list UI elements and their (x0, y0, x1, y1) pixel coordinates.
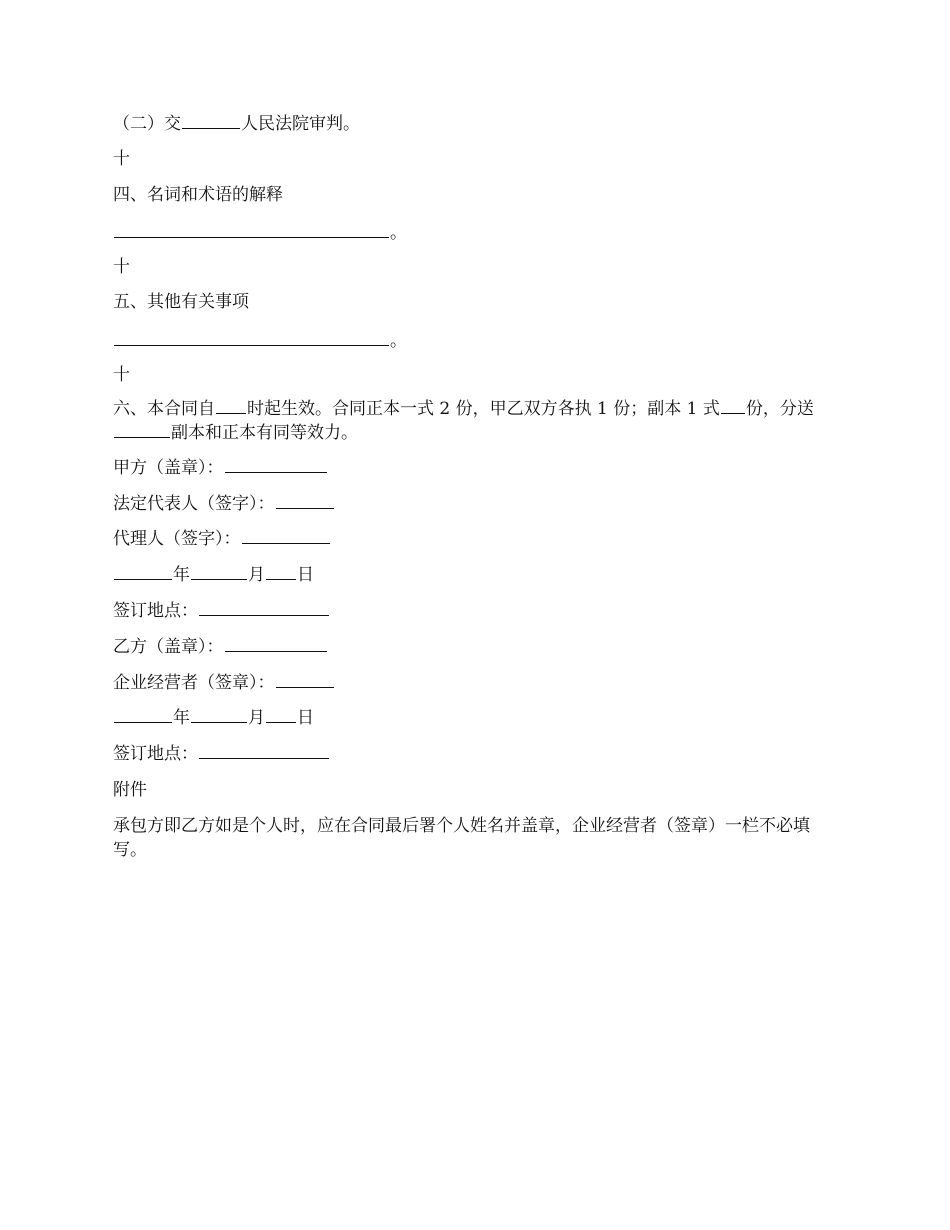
party-a-date-row (113, 564, 843, 586)
party-a-day-blank[interactable] (266, 564, 296, 580)
operator-label: 企业经营者（签章）： (113, 673, 275, 693)
party-a-year-blank[interactable] (114, 564, 172, 580)
item2-prefix: （二）交 (113, 114, 181, 134)
operator-row (113, 672, 843, 694)
attachment-note: 承包方即乙方如是个人时，应在合同最后署个人姓名并盖章，企业经营者（签章）一栏不必填写。 (113, 816, 810, 860)
party-b-place-blank[interactable] (199, 743, 329, 759)
item2-suffix: 人民法院审判。 (241, 114, 360, 134)
copy-count-blank[interactable] (721, 398, 745, 414)
clause-item-2 (113, 113, 843, 135)
section-6-part-4: 副本和正本有同等效力。 (171, 423, 358, 443)
agent-label: 代理人（签字）： (113, 529, 241, 549)
separator-mark-3: 十 (113, 365, 130, 385)
party-b-place-row (113, 743, 843, 765)
party-a-month-label: 月 (248, 565, 265, 585)
legal-representative-row (113, 493, 843, 515)
attachment-title: 附件 (113, 780, 147, 800)
party-b-day-label: 日 (297, 708, 314, 728)
party-a-place-row (113, 600, 843, 622)
separator-mark-1: 十 (113, 149, 130, 169)
party-b-seal-blank[interactable] (225, 636, 327, 652)
terms-definition-blank[interactable] (114, 222, 389, 238)
legal-representative-blank[interactable] (276, 493, 334, 509)
section-4-end: 。 (390, 223, 407, 243)
section-6-paragraph (113, 397, 843, 445)
distribute-to-blank[interactable] (114, 422, 170, 438)
party-b-year-blank[interactable] (114, 707, 172, 723)
party-a-place-blank[interactable] (199, 600, 329, 616)
party-a-seal-label: 甲方（盖章）： (113, 458, 224, 478)
party-b-place-label: 签订地点： (113, 744, 198, 764)
party-a-day-label: 日 (297, 565, 314, 585)
party-b-seal-row (113, 636, 843, 658)
section-6-part-2: 时起生效。合同正本一式 2 份，甲乙双方各执 1 份；副本 1 式 (247, 399, 720, 419)
party-a-seal-row (113, 457, 843, 479)
operator-blank[interactable] (276, 672, 334, 688)
section-6-part-3: 份，分送 (745, 399, 814, 419)
party-b-day-blank[interactable] (266, 707, 296, 723)
separator-mark-2: 十 (113, 257, 130, 277)
party-b-date-row (113, 707, 843, 729)
party-b-seal-label: 乙方（盖章）： (113, 637, 224, 657)
party-b-month-blank[interactable] (191, 707, 247, 723)
party-a-year-label: 年 (173, 565, 190, 585)
party-a-seal-blank[interactable] (225, 457, 327, 473)
party-a-month-blank[interactable] (191, 564, 247, 580)
other-matters-blank[interactable] (114, 330, 389, 346)
party-b-month-label: 月 (248, 708, 265, 728)
legal-representative-label: 法定代表人（签字）： (113, 494, 275, 514)
party-b-year-label: 年 (173, 708, 190, 728)
section-4-content (113, 222, 843, 244)
party-a-place-label: 签订地点： (113, 601, 198, 621)
section-4-heading: 四、名词和术语的解释 (113, 185, 283, 205)
effective-time-blank[interactable] (216, 398, 246, 414)
section-5-content (113, 330, 843, 352)
agent-row (113, 528, 843, 550)
section-5-end: 。 (390, 331, 407, 351)
court-blank[interactable] (182, 113, 240, 129)
agent-blank[interactable] (242, 528, 330, 544)
section-6-part-1: 六、本合同自 (113, 399, 215, 419)
section-5-heading: 五、其他有关事项 (113, 292, 249, 312)
